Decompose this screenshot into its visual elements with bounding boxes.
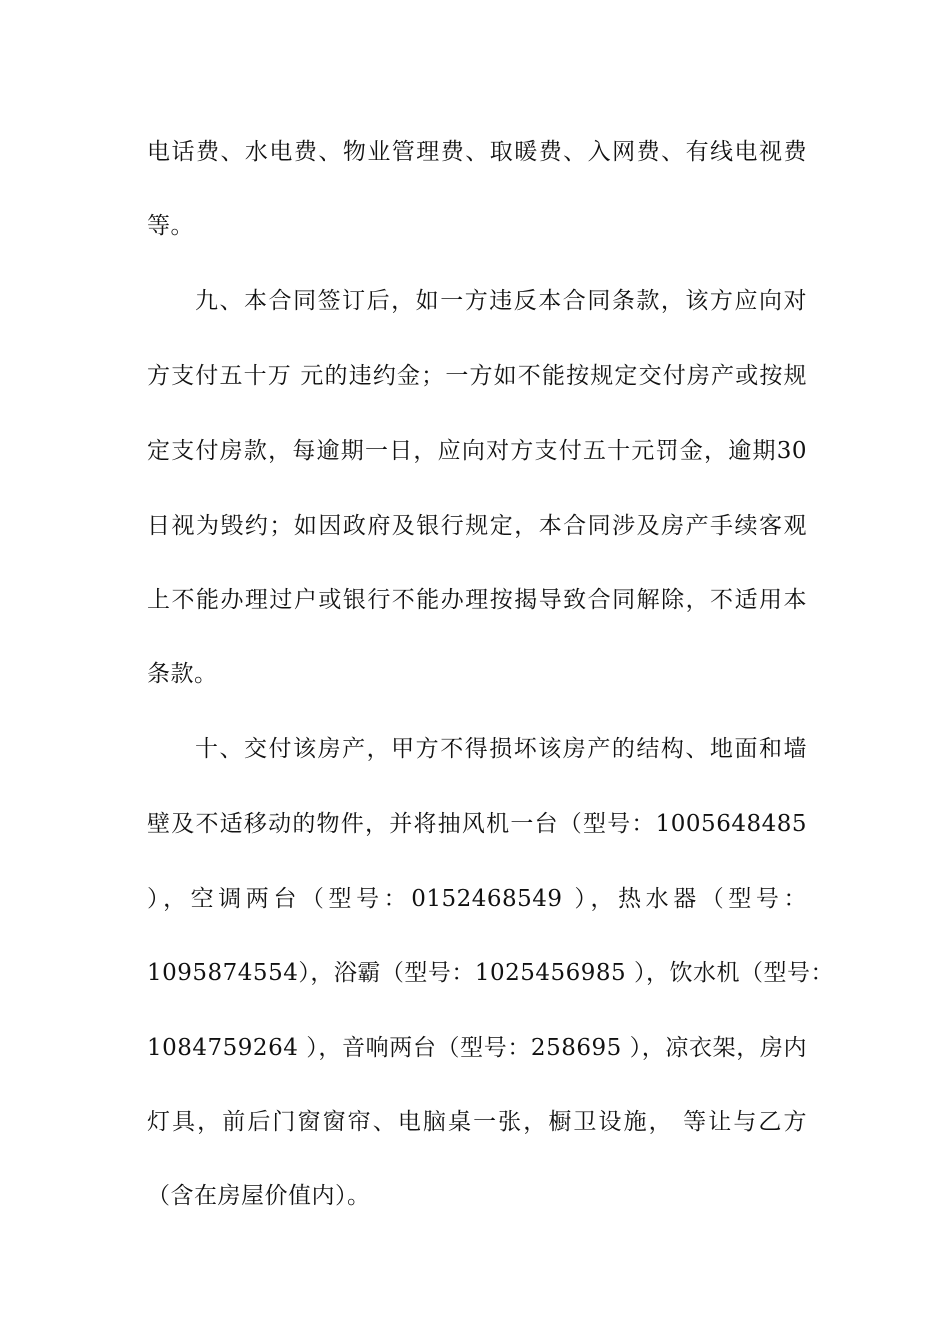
paragraph-ten-start: 十、交付该房产，甲方不得损坏该房产的结构、地面和墙 (195, 736, 807, 762)
text-line: 日视为毁约；如因政府及银行规定，本合同涉及房产手续客观 (147, 513, 807, 539)
text-line: 方支付五十万 元的违约金；一方如不能按规定交付房产或按规 (147, 363, 807, 389)
text-line: （含在房屋价值内）。 (147, 1183, 371, 1209)
text-line: 电话费、水电费、物业管理费、取暖费、入网费、有线电视费 (147, 139, 807, 165)
text-line: ），空调两台（型号：0152468549 ），热水器（型号： (147, 886, 807, 912)
text-line: 壁及不适移动的物件，并将抽风机一台（型号：1005648485 (147, 811, 807, 837)
text-line: 等。 (147, 213, 194, 239)
text-line: 1084759264 ），音响两台（型号：258695 ），凉衣架，房内 (147, 1035, 807, 1061)
text-line: 条款。 (147, 661, 218, 687)
text-line: 1095874554），浴霸（型号：1025456985 ），饮水机（型号： (147, 960, 834, 986)
text-line: 灯具，前后门窗窗帘、电脑桌一张，橱卫设施， 等让与乙方 (147, 1109, 807, 1135)
text-line: 上不能办理过户或银行不能办理按揭导致合同解除，不适用本 (147, 587, 807, 613)
text-line: 定支付房款，每逾期一日，应向对方支付五十元罚金，逾期30 (147, 438, 807, 464)
paragraph-nine-start: 九、本合同签订后，如一方违反本合同条款，该方应向对 (195, 288, 807, 314)
